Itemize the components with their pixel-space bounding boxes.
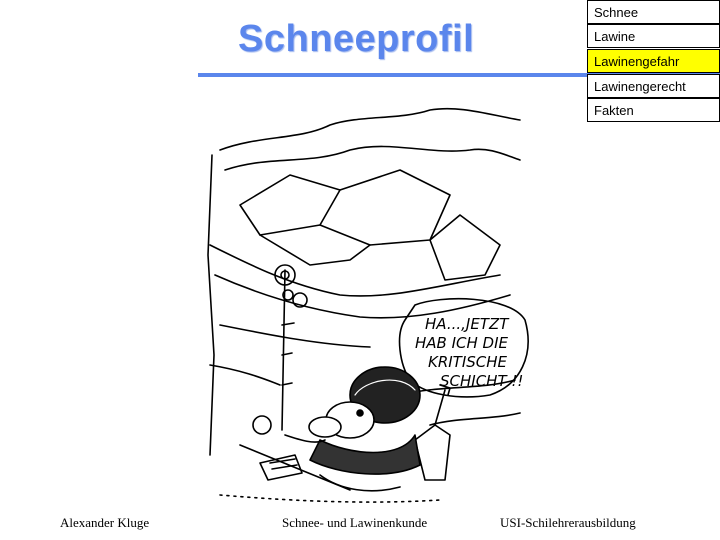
snow-layer-2 — [225, 146, 520, 170]
cartoon-illustration — [200, 95, 530, 515]
rock-slab-2 — [320, 170, 450, 245]
nav-item-lawinengerecht[interactable]: Lawinengerecht — [587, 74, 720, 98]
footer-author: Alexander Kluge — [60, 515, 150, 530]
speech-line-3: KRITISCHE — [428, 353, 508, 371]
footer-course: Schnee- und Lawinenkunde — [282, 515, 428, 530]
slide-title: Schneeprofil — [238, 18, 475, 60]
nav-item-lawine[interactable]: Lawine — [587, 24, 720, 48]
speech-line-4: SCHICHT !! — [440, 372, 524, 390]
speech-line-1: HA...,JETZT — [425, 315, 509, 333]
snow-layer-3 — [210, 245, 500, 296]
character-body — [310, 435, 420, 474]
rock-slab-4 — [260, 235, 370, 265]
rock-slab-3 — [430, 215, 500, 280]
compass — [253, 416, 271, 434]
rock-slab-1 — [240, 175, 340, 235]
snow-layer-8 — [430, 413, 520, 425]
nav-item-lawinengefahr[interactable]: Lawinengefahr — [587, 49, 720, 73]
nav-item-fakten[interactable]: Fakten — [587, 98, 720, 122]
snow-layer-top — [220, 109, 520, 150]
snow-layer-6 — [210, 365, 280, 385]
shovel — [415, 425, 450, 480]
snow-layer-5 — [220, 325, 370, 347]
nav-item-schnee[interactable]: Schnee — [587, 0, 720, 24]
footer-program: USI-Schilehrerausbildung — [500, 515, 636, 530]
speech-line-2: HAB ICH DIE — [415, 334, 508, 352]
pit-wall-left — [208, 155, 214, 455]
